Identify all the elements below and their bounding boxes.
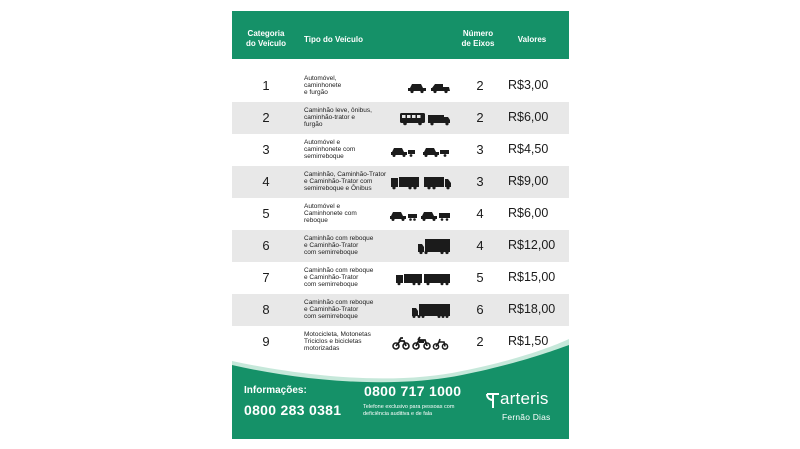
- row-valor: R$18,00: [508, 302, 556, 316]
- bus-and-truck-icon: [388, 108, 454, 128]
- row-tipo: [304, 235, 390, 257]
- row-categoria: 9: [262, 334, 270, 349]
- row-valor: R$15,00: [508, 270, 556, 284]
- table-row: [232, 262, 569, 294]
- row-valor: R$12,00: [508, 238, 556, 252]
- header-categoria-line2: do Veículo: [245, 39, 286, 48]
- row-valor: R$6,00: [508, 206, 549, 220]
- row-valor: R$3,00: [508, 78, 549, 92]
- table-row: [232, 198, 569, 230]
- row-tipo-line: e Caminhão-Trator: [304, 306, 359, 314]
- header-eixos: [453, 29, 503, 49]
- header-categoria-line1: Categoria: [247, 29, 285, 38]
- row-tipo: [304, 75, 390, 97]
- row-tipo-line: caminhonete com: [304, 146, 356, 154]
- row-eixos: 5: [476, 270, 484, 285]
- row-eixos: 4: [476, 238, 484, 253]
- row-tipo-line: caminhão-trator e: [304, 114, 355, 122]
- row-tipo-line: furgão: [304, 121, 323, 129]
- table-row: [232, 166, 569, 198]
- row-tipo: [304, 139, 390, 161]
- row-tipo-line: Caminhão com reboque: [304, 267, 374, 275]
- row-tipo-line: Caminhão leve, ônibus,: [304, 107, 372, 115]
- row-categoria: 4: [262, 174, 270, 189]
- row-tipo-line: Automóvel,: [304, 75, 337, 83]
- row-tipo-line: Caminhonete com: [304, 210, 357, 218]
- header-valores: Valores: [517, 35, 547, 44]
- row-tipo-line: Caminhão, Caminhão-Trator: [304, 171, 387, 179]
- accessibility-phone-note: [363, 404, 463, 418]
- row-tipo-line: e Caminhão-Trator com: [304, 178, 373, 186]
- header-categoria: [240, 29, 292, 49]
- row-categoria: 6: [262, 238, 270, 253]
- header-tipo: Tipo do Veículo: [304, 35, 363, 44]
- row-categoria: 8: [262, 302, 270, 317]
- row-valor: R$9,00: [508, 174, 549, 188]
- brand-name: arteris: [500, 389, 549, 408]
- toll-price-table: [232, 11, 569, 439]
- row-eixos: 4: [476, 206, 484, 221]
- row-tipo-line: com semirreboque: [304, 313, 358, 321]
- row-tipo-line: com semirreboque: [304, 281, 358, 289]
- row-tipo-line: motorizadas: [304, 345, 340, 353]
- row-eixos: 3: [476, 142, 484, 157]
- row-tipo-line: e furgão: [304, 89, 328, 97]
- row-eixos: 6: [476, 302, 484, 317]
- table-header: [232, 11, 569, 59]
- car-with-trailer-icon: [388, 204, 454, 224]
- row-tipo-line: Motocicleta, Motonetas: [304, 331, 371, 339]
- table-row: [232, 230, 569, 262]
- row-tipo-line: semirreboque: [304, 153, 344, 161]
- row-categoria: 2: [262, 110, 270, 125]
- row-eixos: 2: [476, 110, 484, 125]
- accessibility-note-line: deficiência auditiva e de fala: [363, 411, 433, 417]
- row-categoria: 5: [262, 206, 270, 221]
- row-eixos: 2: [476, 78, 484, 93]
- row-tipo-line: reboque: [304, 217, 328, 225]
- table-row: [232, 70, 569, 102]
- car-and-pickup-icon: [388, 76, 454, 96]
- row-tipo-line: caminhonete: [304, 82, 342, 90]
- row-tipo-line: e Caminhão-Trator: [304, 242, 359, 250]
- row-tipo: [304, 107, 390, 129]
- truck-six-axles-icon: [388, 300, 454, 320]
- table-row: [232, 102, 569, 134]
- row-tipo: [304, 299, 390, 321]
- header-eixos-line1: Número: [462, 29, 494, 38]
- row-tipo-line: semirreboque e Ônibus: [304, 185, 372, 193]
- row-tipo: [304, 171, 390, 193]
- trucks-three-axles-icon: [388, 172, 454, 192]
- info-label: Informações:: [244, 385, 307, 396]
- row-tipo: [304, 267, 390, 289]
- row-tipo-line: Automóvel e: [304, 139, 341, 147]
- header-eixos-line2: de Eixos: [461, 39, 495, 48]
- brand-subtitle: Fernão Dias: [502, 412, 551, 422]
- truck-four-axles-icon: [388, 236, 454, 256]
- row-valor: R$4,50: [508, 142, 549, 156]
- table-row: [232, 134, 569, 166]
- car-with-semitrailer-icon: [388, 140, 454, 160]
- row-tipo-line: Automóvel e: [304, 203, 341, 211]
- row-eixos: 2: [476, 334, 484, 349]
- row-tipo-line: Caminhão com reboque: [304, 299, 374, 307]
- row-eixos: 3: [476, 174, 484, 189]
- row-categoria: 1: [262, 78, 270, 93]
- info-phone-number[interactable]: 0800 283 0381: [244, 402, 342, 418]
- row-tipo: [304, 203, 390, 225]
- row-tipo-line: com semirreboque: [304, 249, 358, 257]
- accessibility-phone-number[interactable]: 0800 717 1000: [364, 383, 462, 399]
- table-row: [232, 294, 569, 326]
- row-valor: R$1,50: [508, 334, 549, 348]
- row-categoria: 7: [262, 270, 270, 285]
- row-tipo-line: Caminhão com reboque: [304, 235, 374, 243]
- row-tipo-line: Triciclos e bicicletas: [304, 338, 362, 346]
- accessibility-note-line: Telefone exclusivo para pessoas com: [363, 404, 455, 410]
- row-tipo-line: e Caminhão-Trator: [304, 274, 359, 282]
- truck-five-axles-icon: [388, 268, 454, 288]
- row-categoria: 3: [262, 142, 270, 157]
- row-valor: R$6,00: [508, 110, 549, 124]
- arteris-logo-icon: [486, 391, 500, 409]
